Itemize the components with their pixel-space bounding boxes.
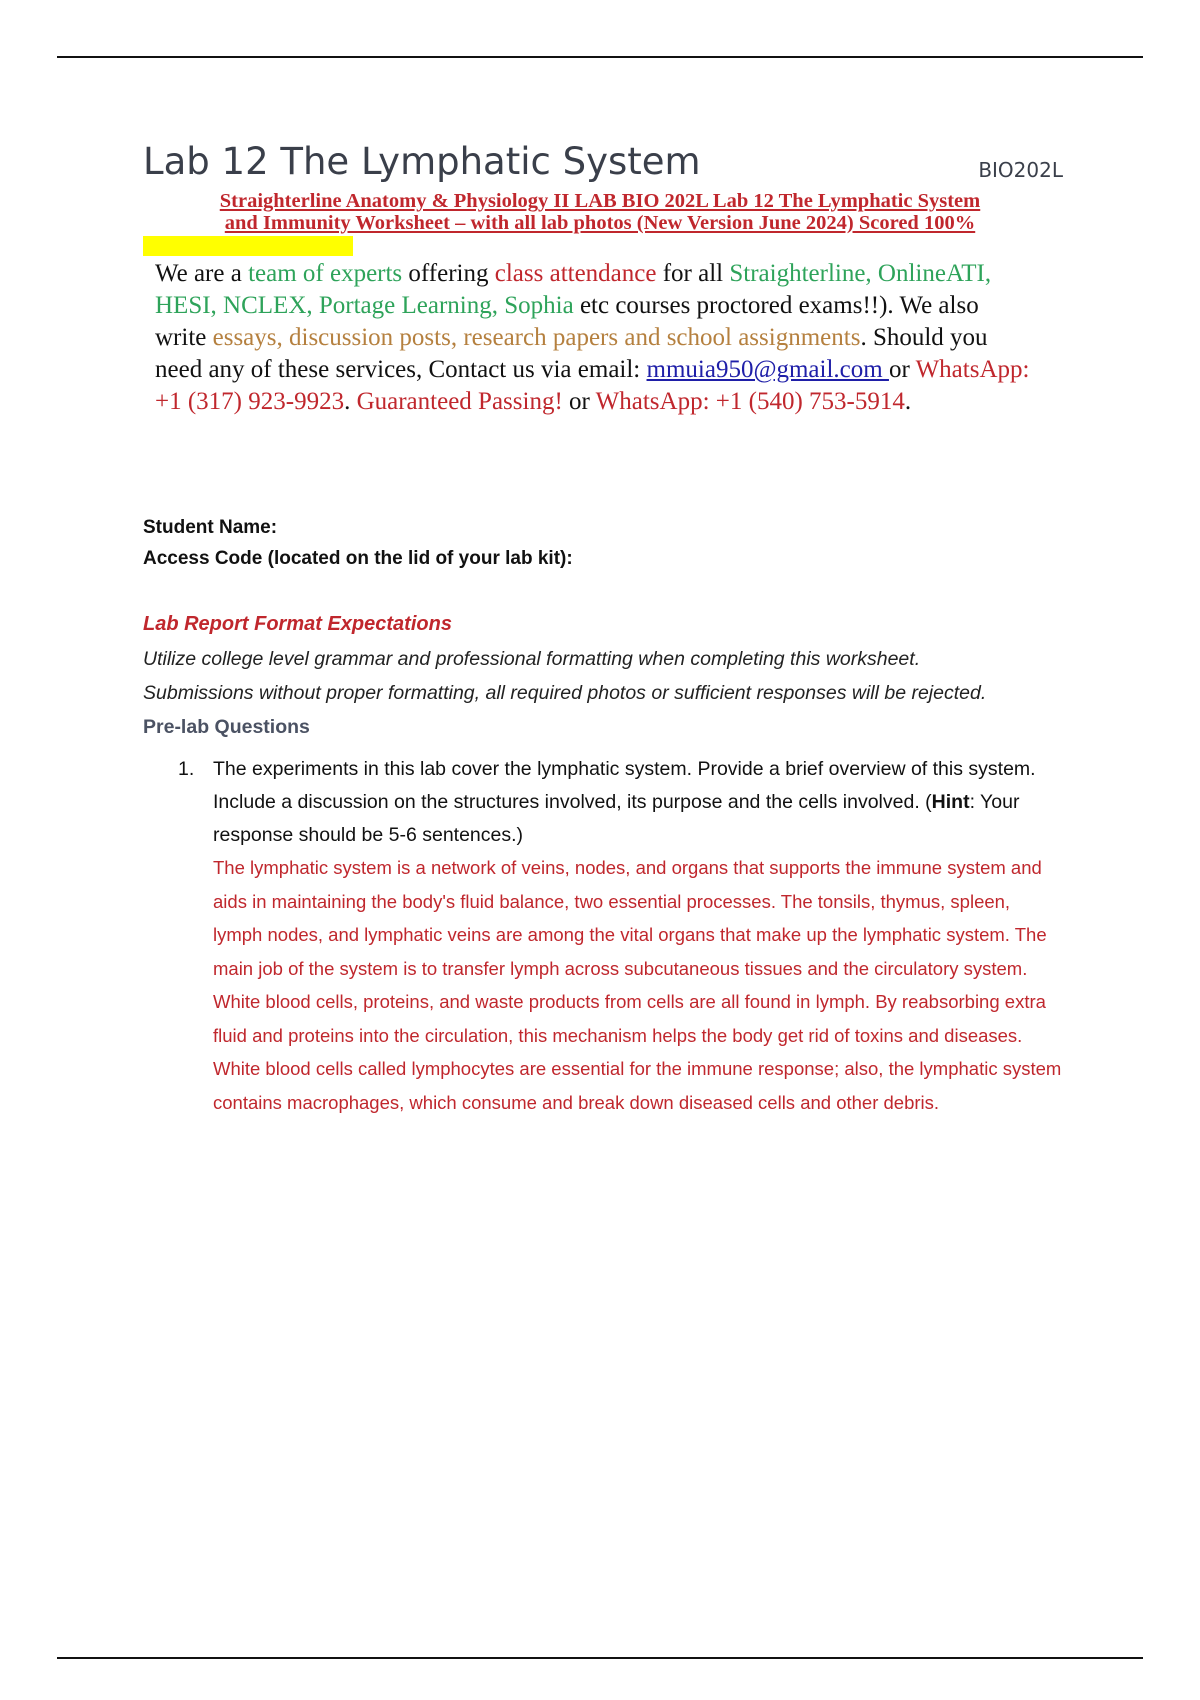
promo-text: offering [402,260,495,287]
promo-text: . Should you need any of these services, Contact us via email: [155,324,988,383]
question-text [213,753,1058,852]
hint-label: Hint [931,791,970,813]
question-prompt: The experiments in this lab cover the lymphatic system. Provide a brief overview of this system. Include a discussion on the structures involved, its purpose and the cells involved. ( [213,758,1036,813]
promo-services: essays, discussion posts, research papers and school assignments [212,324,861,351]
answer-1: The lymphatic system is a network of veins, nodes, and organs that supports the immune system and aids in maintaining the body's fluid balance, two essential processes. The tonsils, thymus, spleen, lymph nodes, and lymphatic veins are among the vital organs that make up the lymphatic system. The main job of the system is to transfer lymph across subcutaneous tissues and the circulatory system. White blood cells, proteins, and waste products from cells are all found in lymph. By reabsorbing extra fluid and proteins into the circulation, this mechanism helps the body get rid of toxins and diseases. White blood cells called lymphocytes are essential for the immune response; also, the lymphatic system contains macrophages, which consume and break down diseased cells and other debris. [213,857,1062,1113]
question-number: 1. [178,758,195,780]
title-row [143,140,1063,192]
banner-line-1: Straighterline Anatomy & Physiology II LAB BIO 202L Lab 12 The Lymphatic System [219,190,981,212]
student-name-label: Student Name: [143,517,278,538]
whatsapp-link-2[interactable]: WhatsApp: +1 (540) 753-5914 [595,388,905,415]
bottom-rule [57,1657,1143,1659]
promo-text: We are a [155,260,249,287]
course-code: BIO202L [978,158,1063,182]
highlight-mark [143,236,353,256]
promo-course-list: Straighterline, OnlineATI, HESI, NCLEX, Portage Learning, Sophia [155,260,992,319]
banner-line-2: and Immunity Worksheet – with all lab photos (New Version June 2024) Scored 100% [224,212,976,234]
expectations-body: Utilize college level grammar and professional formatting when completing this worksheet. Submissions without proper formatting, all required photos or sufficient responses will be rejected. [143,648,987,704]
promo-text: . [344,388,357,415]
promo-paragraph [155,258,1035,418]
section-title: Lab Report Format Expectations [143,613,452,635]
top-rule [57,56,1143,58]
whatsapp-link-1[interactable]: WhatsApp: +1 (317) 923-9923 [155,356,1030,415]
promo-text: etc courses proctored exams!!). We also write [155,292,979,351]
document-banner [150,190,1050,234]
email-link[interactable]: mmuia950@gmail.com [646,356,889,383]
promo-class-attendance: class attendance [494,260,657,287]
promo-text: . [904,388,912,415]
prelab-heading: Pre-lab Questions [143,716,310,738]
promo-text: or [562,388,596,415]
access-code-label: Access Code (located on the lid of your lab kit): [143,548,573,569]
promo-team: team of experts [248,260,403,287]
promo-text: for all [656,260,730,287]
promo-guarantee: Guaranteed Passing! [356,388,563,415]
page-title: Lab 12 The Lymphatic System [143,140,701,183]
hint-text: : Your response should be 5-6 sentences.) [213,791,1020,846]
promo-text: or [888,356,916,383]
expectations-text [143,642,1023,744]
question-1 [178,753,1058,852]
